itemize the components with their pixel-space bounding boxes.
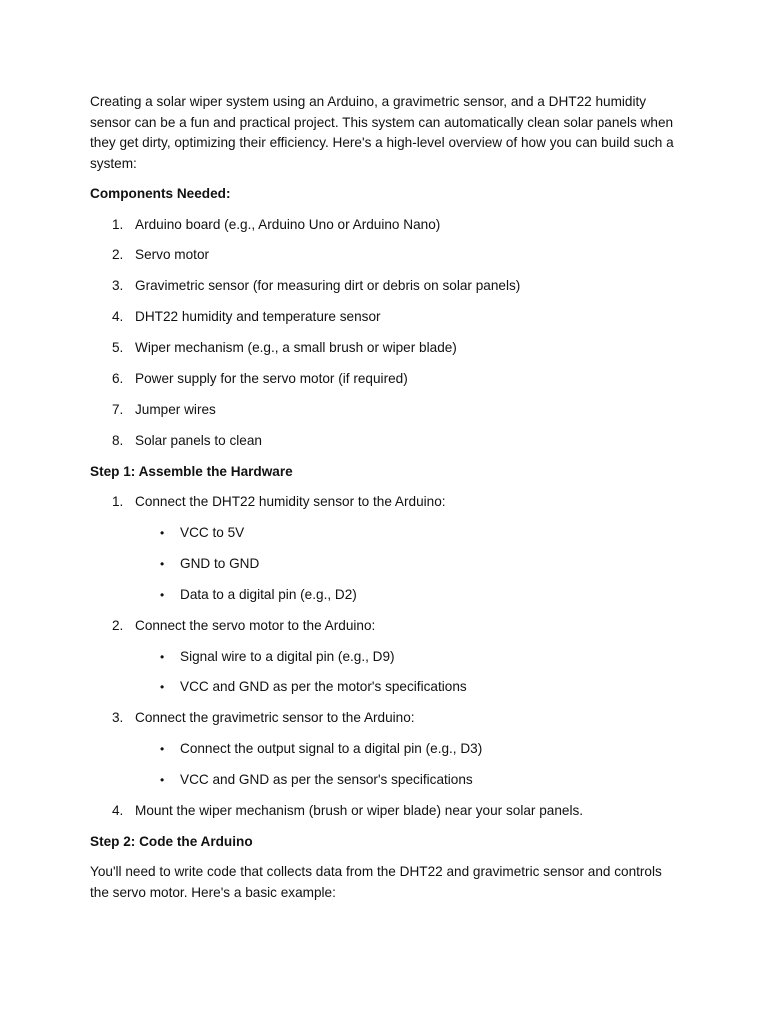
sub-list-item-text: Signal wire to a digital pin (e.g., D9) bbox=[180, 648, 395, 664]
sub-list-item bbox=[135, 585, 680, 606]
list-number: 1. bbox=[112, 216, 124, 232]
sub-list bbox=[135, 739, 680, 790]
list-item-text: Connect the DHT22 humidity sensor to the Arduino: bbox=[135, 494, 446, 510]
list-number: 3. bbox=[112, 278, 124, 294]
bullet-icon: • bbox=[160, 587, 165, 602]
list-item bbox=[90, 369, 680, 390]
sub-list-item bbox=[135, 677, 680, 698]
sub-list-item-text: VCC to 5V bbox=[180, 525, 245, 541]
bullet-icon: • bbox=[160, 649, 165, 664]
sub-list bbox=[135, 647, 680, 698]
sub-list-item bbox=[135, 647, 680, 668]
list-item-text: Arduino board (e.g., Arduino Uno or Arduino Nano) bbox=[135, 216, 441, 232]
list-item-text: Jumper wires bbox=[135, 401, 216, 417]
bullet-icon: • bbox=[160, 526, 165, 541]
list-number: 8. bbox=[112, 432, 124, 448]
list-item bbox=[90, 492, 680, 605]
list-item-text: Connect the gravimetric sensor to the Arduino: bbox=[135, 710, 415, 726]
bullet-icon: • bbox=[160, 556, 165, 571]
list-item-text: Solar panels to clean bbox=[135, 432, 262, 448]
list-item bbox=[90, 307, 680, 328]
step2-paragraph: You'll need to write code that collects data from the DHT22 and gravimetric sensor and controls the servo motor. Here's a basic example: bbox=[90, 864, 662, 900]
step2-heading: Step 2: Code the Arduino bbox=[90, 833, 253, 849]
sub-list-item bbox=[135, 523, 680, 544]
list-number: 6. bbox=[112, 370, 124, 386]
list-item bbox=[90, 245, 680, 266]
list-number: 3. bbox=[112, 710, 124, 726]
bullet-icon: • bbox=[160, 742, 165, 757]
list-item-text: Mount the wiper mechanism (brush or wiper blade) near your solar panels. bbox=[135, 803, 584, 819]
sub-list-item bbox=[135, 554, 680, 575]
list-item-text: Wiper mechanism (e.g., a small brush or wiper blade) bbox=[135, 340, 457, 356]
list-item bbox=[90, 616, 680, 698]
list-number: 4. bbox=[112, 803, 124, 819]
list-number: 7. bbox=[112, 401, 124, 417]
sub-list-item-text: Data to a digital pin (e.g., D2) bbox=[180, 586, 357, 602]
list-item bbox=[90, 801, 680, 822]
list-item bbox=[90, 431, 680, 452]
components-heading: Components Needed: bbox=[90, 186, 231, 201]
sub-list-item-text: GND to GND bbox=[180, 555, 260, 571]
list-item-text: DHT22 humidity and temperature sensor bbox=[135, 309, 381, 325]
sub-list-item-text: VCC and GND as per the sensor's specifications bbox=[180, 772, 473, 788]
list-item bbox=[90, 708, 680, 790]
sub-list-item bbox=[135, 770, 680, 791]
sub-list-item bbox=[135, 739, 680, 760]
list-item-text: Gravimetric sensor (for measuring dirt or debris on solar panels) bbox=[135, 278, 521, 294]
list-number: 2. bbox=[112, 617, 124, 633]
list-number: 4. bbox=[112, 309, 124, 325]
list-item-text: Connect the servo motor to the Arduino: bbox=[135, 617, 376, 633]
components-list bbox=[90, 215, 680, 452]
list-item-text: Servo motor bbox=[135, 247, 210, 263]
sub-list-item-text: VCC and GND as per the motor's specifications bbox=[180, 679, 467, 695]
step1-list bbox=[90, 492, 680, 821]
step1-heading: Step 1: Assemble the Hardware bbox=[90, 463, 293, 479]
bullet-icon: • bbox=[160, 773, 165, 788]
list-number: 1. bbox=[112, 494, 124, 510]
sub-list bbox=[135, 523, 680, 605]
intro-paragraph: Creating a solar wiper system using an Arduino, a gravimetric sensor, and a DHT22 humidity sensor can be a fun and practical project. This system can automatically clean solar panels when they get dirty, optimizing their efficiency. Here's a high-level overview of how you can build such a system: bbox=[90, 94, 674, 171]
list-item-text: Power supply for the servo motor (if required) bbox=[135, 370, 408, 386]
list-item bbox=[90, 215, 680, 236]
list-number: 5. bbox=[112, 340, 124, 356]
list-item bbox=[90, 338, 680, 359]
list-item bbox=[90, 276, 680, 297]
bullet-icon: • bbox=[160, 680, 165, 695]
sub-list-item-text: Connect the output signal to a digital pin (e.g., D3) bbox=[180, 741, 483, 757]
list-number: 2. bbox=[112, 247, 124, 263]
list-item bbox=[90, 400, 680, 421]
